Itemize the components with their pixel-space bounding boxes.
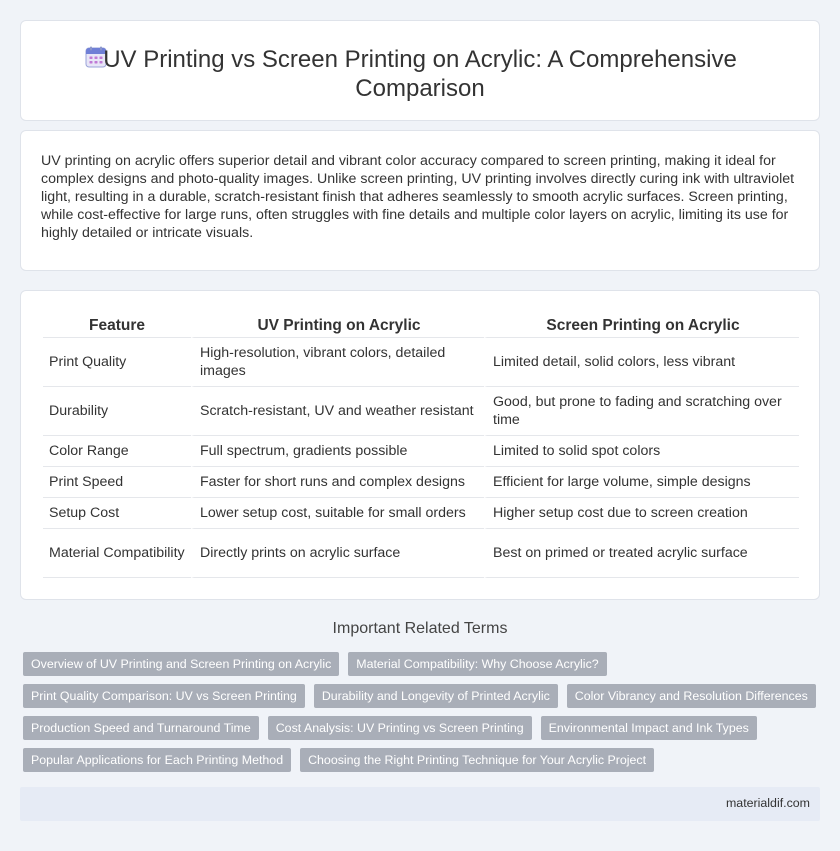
table-cell: Print Quality (43, 338, 191, 387)
table-cell: Color Range (43, 436, 191, 467)
table-cell: Scratch-resistant, UV and weather resistant (191, 387, 484, 436)
related-term-tag[interactable]: Print Quality Comparison: UV vs Screen Printing (23, 684, 305, 708)
related-term-tag[interactable]: Popular Applications for Each Printing Method (23, 748, 291, 772)
table-cell: Good, but prone to fading and scratching over time (484, 387, 799, 436)
table-cell: Directly prints on acrylic surface (191, 529, 484, 578)
column-header: Screen Printing on Acrylic (484, 316, 799, 338)
table-cell: Print Speed (43, 467, 191, 498)
header-card (20, 20, 820, 121)
related-term-tag[interactable]: Environmental Impact and Ink Types (541, 716, 757, 740)
table-row (43, 436, 799, 467)
table-row (43, 467, 799, 498)
table-cell: Limited to solid spot colors (484, 436, 799, 467)
table-row (43, 529, 799, 578)
table-row (43, 498, 799, 529)
related-term-tag[interactable]: Overview of UV Printing and Screen Printing on Acrylic (23, 652, 339, 676)
related-term-tag[interactable]: Production Speed and Turnaround Time (23, 716, 259, 740)
table-cell: Full spectrum, gradients possible (191, 436, 484, 467)
intro-card (20, 130, 820, 271)
table-row (43, 338, 799, 387)
table-cell: Limited detail, solid colors, less vibrant (484, 338, 799, 387)
table-cell: Lower setup cost, suitable for small orders (191, 498, 484, 529)
related-term-tag[interactable]: Color Vibrancy and Resolution Differences (567, 684, 816, 708)
table-cell: Setup Cost (43, 498, 191, 529)
related-terms-heading: Important Related Terms (332, 620, 508, 637)
table-header-row (43, 316, 799, 338)
table-row (43, 387, 799, 436)
column-header: UV Printing on Acrylic (191, 316, 484, 338)
table-cell: High-resolution, vibrant colors, detailed images (191, 338, 484, 387)
comparison-card (20, 290, 820, 600)
table-cell: Higher setup cost due to screen creation (484, 498, 799, 529)
intro-text: UV printing on acrylic offers superior detail and vibrant color accuracy compared to screen printing, making it ideal for complex designs and photo-quality images. Unlike screen printing, UV printing involves directly curing ink with ultraviolet light, resulting in a durable, scratch-resistant finish that adheres seamlessly to smooth acrylic surfaces. Screen printing, while cost-effective for large runs, often struggles with fine details and multiple color layers on acrylic, limiting its use for highly detailed or intricate visuals. (41, 153, 795, 241)
table-cell: Durability (43, 387, 191, 436)
table-cell: Material Compatibility (43, 529, 191, 578)
related-terms-list (23, 652, 823, 780)
table-cell: Best on primed or treated acrylic surface (484, 529, 799, 578)
footer-site-link[interactable]: materialdif.com (725, 796, 810, 810)
related-term-tag[interactable]: Cost Analysis: UV Printing vs Screen Printing (268, 716, 532, 740)
column-header: Feature (43, 316, 191, 338)
related-term-tag[interactable]: Material Compatibility: Why Choose Acrylic? (348, 652, 606, 676)
related-term-tag[interactable]: Choosing the Right Printing Technique for Your Acrylic Project (300, 748, 654, 772)
table-cell: Faster for short runs and complex designs (191, 467, 484, 498)
related-term-tag[interactable]: Durability and Longevity of Printed Acrylic (314, 684, 558, 708)
comparison-table (43, 316, 799, 578)
page-title: UV Printing vs Screen Printing on Acrylic: A Comprehensive Comparison (103, 46, 737, 102)
footer (20, 787, 820, 821)
table-cell: Efficient for large volume, simple designs (484, 467, 799, 498)
